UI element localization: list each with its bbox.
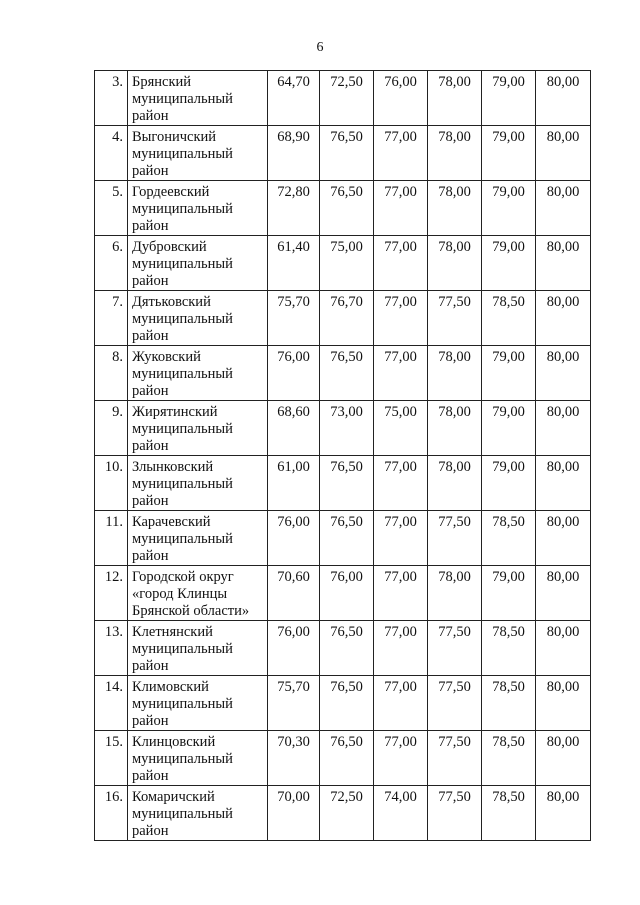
value-cell: 77,00 — [374, 456, 428, 511]
value-cell: 79,00 — [482, 236, 536, 291]
value-cell: 77,50 — [428, 291, 482, 346]
value-cell: 77,00 — [374, 731, 428, 786]
value-cell: 79,00 — [482, 126, 536, 181]
value-cell: 77,00 — [374, 621, 428, 676]
value-cell: 79,00 — [482, 71, 536, 126]
value-cell: 78,00 — [428, 71, 482, 126]
value-cell: 61,40 — [268, 236, 320, 291]
value-cell: 80,00 — [536, 731, 591, 786]
table-body — [95, 71, 591, 841]
row-number: 4. — [95, 126, 128, 181]
district-name: Комаричский муниципальный район — [128, 786, 268, 841]
value-cell: 74,00 — [374, 786, 428, 841]
value-cell: 77,00 — [374, 676, 428, 731]
value-cell: 80,00 — [536, 676, 591, 731]
value-cell: 80,00 — [536, 456, 591, 511]
value-cell: 70,60 — [268, 566, 320, 621]
value-cell: 80,00 — [536, 566, 591, 621]
value-cell: 77,50 — [428, 621, 482, 676]
value-cell: 80,00 — [536, 126, 591, 181]
district-name: Гордеевский муниципальный район — [128, 181, 268, 236]
value-cell: 80,00 — [536, 71, 591, 126]
row-number: 16. — [95, 786, 128, 841]
row-number: 14. — [95, 676, 128, 731]
table-row — [95, 511, 591, 566]
value-cell: 75,00 — [374, 401, 428, 456]
value-cell: 78,50 — [482, 676, 536, 731]
row-number: 10. — [95, 456, 128, 511]
value-cell: 77,00 — [374, 236, 428, 291]
value-cell: 77,00 — [374, 346, 428, 401]
value-cell: 76,70 — [320, 291, 374, 346]
value-cell: 79,00 — [482, 401, 536, 456]
value-cell: 78,00 — [428, 401, 482, 456]
row-number: 15. — [95, 731, 128, 786]
value-cell: 76,00 — [268, 346, 320, 401]
table-row — [95, 401, 591, 456]
data-table — [94, 70, 591, 841]
table-row — [95, 236, 591, 291]
row-number: 12. — [95, 566, 128, 621]
value-cell: 78,50 — [482, 731, 536, 786]
table-row — [95, 456, 591, 511]
table-row — [95, 181, 591, 236]
value-cell: 77,00 — [374, 511, 428, 566]
value-cell: 77,00 — [374, 181, 428, 236]
value-cell: 72,50 — [320, 71, 374, 126]
value-cell: 75,00 — [320, 236, 374, 291]
row-number: 6. — [95, 236, 128, 291]
row-number: 9. — [95, 401, 128, 456]
value-cell: 76,50 — [320, 346, 374, 401]
district-name: Дубровский муниципальный район — [128, 236, 268, 291]
value-cell: 79,00 — [482, 181, 536, 236]
value-cell: 78,50 — [482, 621, 536, 676]
value-cell: 68,60 — [268, 401, 320, 456]
value-cell: 78,00 — [428, 456, 482, 511]
row-number: 13. — [95, 621, 128, 676]
row-number: 7. — [95, 291, 128, 346]
value-cell: 80,00 — [536, 401, 591, 456]
value-cell: 70,30 — [268, 731, 320, 786]
district-name: Жуковский муниципальный район — [128, 346, 268, 401]
row-number: 3. — [95, 71, 128, 126]
value-cell: 78,00 — [428, 236, 482, 291]
value-cell: 79,00 — [482, 566, 536, 621]
row-number: 11. — [95, 511, 128, 566]
value-cell: 78,00 — [428, 181, 482, 236]
district-name: Брянский муниципальный район — [128, 71, 268, 126]
value-cell: 76,50 — [320, 456, 374, 511]
value-cell: 64,70 — [268, 71, 320, 126]
value-cell: 75,70 — [268, 676, 320, 731]
value-cell: 76,50 — [320, 126, 374, 181]
value-cell: 76,50 — [320, 511, 374, 566]
value-cell: 73,00 — [320, 401, 374, 456]
district-name: Клетнянский муниципальный район — [128, 621, 268, 676]
district-name: Злынковский муниципальный район — [128, 456, 268, 511]
value-cell: 72,50 — [320, 786, 374, 841]
value-cell: 77,00 — [374, 566, 428, 621]
value-cell: 80,00 — [536, 181, 591, 236]
value-cell: 78,00 — [428, 346, 482, 401]
value-cell: 80,00 — [536, 786, 591, 841]
value-cell: 80,00 — [536, 291, 591, 346]
value-cell: 80,00 — [536, 236, 591, 291]
table-row — [95, 71, 591, 126]
value-cell: 77,50 — [428, 786, 482, 841]
table-row — [95, 786, 591, 841]
value-cell: 77,50 — [428, 511, 482, 566]
row-number: 5. — [95, 181, 128, 236]
page-number: 6 — [316, 40, 324, 55]
value-cell: 76,50 — [320, 731, 374, 786]
value-cell: 76,50 — [320, 621, 374, 676]
row-number: 8. — [95, 346, 128, 401]
district-name: Дятьковский муниципальный район — [128, 291, 268, 346]
value-cell: 61,00 — [268, 456, 320, 511]
value-cell: 76,00 — [268, 511, 320, 566]
district-name: Жирятинский муниципальный район — [128, 401, 268, 456]
district-name: Карачевский муниципальный район — [128, 511, 268, 566]
value-cell: 80,00 — [536, 511, 591, 566]
table-row — [95, 731, 591, 786]
table-row — [95, 346, 591, 401]
value-cell: 78,50 — [482, 291, 536, 346]
table-row — [95, 291, 591, 346]
value-cell: 75,70 — [268, 291, 320, 346]
district-name: Клинцовский муниципальный район — [128, 731, 268, 786]
value-cell: 76,50 — [320, 676, 374, 731]
district-name: Выгоничский муниципальный район — [128, 126, 268, 181]
value-cell: 77,00 — [374, 291, 428, 346]
value-cell: 80,00 — [536, 621, 591, 676]
value-cell: 72,80 — [268, 181, 320, 236]
table-row — [95, 621, 591, 676]
value-cell: 79,00 — [482, 456, 536, 511]
value-cell: 76,50 — [320, 181, 374, 236]
value-cell: 78,50 — [482, 511, 536, 566]
value-cell: 68,90 — [268, 126, 320, 181]
value-cell: 76,00 — [374, 71, 428, 126]
district-name: Климовский муниципальный район — [128, 676, 268, 731]
value-cell: 77,50 — [428, 731, 482, 786]
value-cell: 79,00 — [482, 346, 536, 401]
value-cell: 78,00 — [428, 566, 482, 621]
value-cell: 78,50 — [482, 786, 536, 841]
value-cell: 70,00 — [268, 786, 320, 841]
table-row — [95, 676, 591, 731]
table-row — [95, 126, 591, 181]
value-cell: 76,00 — [320, 566, 374, 621]
value-cell: 77,50 — [428, 676, 482, 731]
value-cell: 80,00 — [536, 346, 591, 401]
value-cell: 77,00 — [374, 126, 428, 181]
table-row — [95, 566, 591, 621]
value-cell: 78,00 — [428, 126, 482, 181]
value-cell: 76,00 — [268, 621, 320, 676]
district-name: Городской округ «город Клинцы Брянской области» — [128, 566, 268, 621]
